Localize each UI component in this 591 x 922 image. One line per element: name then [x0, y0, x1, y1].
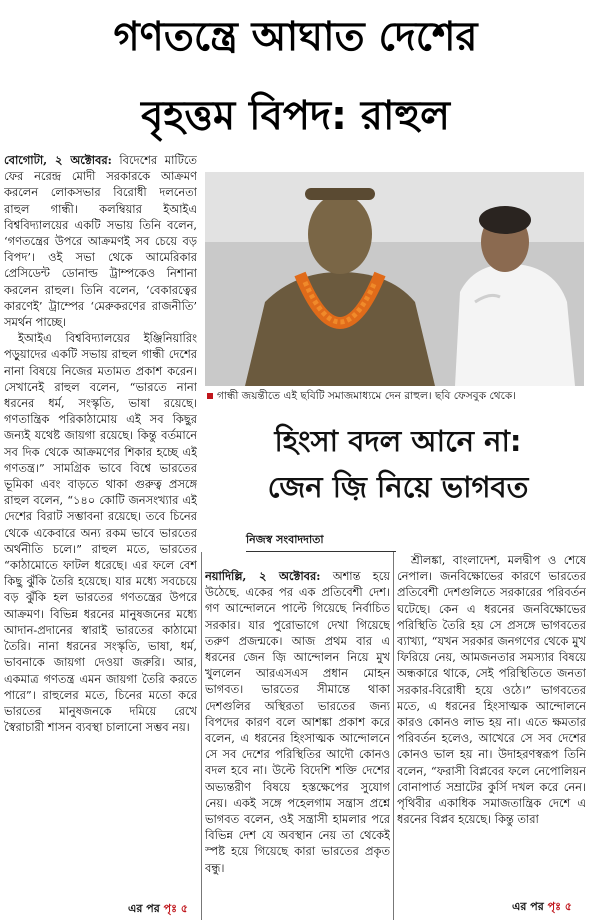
column-divider-left: [201, 552, 202, 920]
photo-caption-text: গান্ধী জয়ন্তীতে এই ছবিটি সমাজমাধ্যমে দেন রাহুল। ছবি ফেসবুক থেকে।: [217, 390, 517, 402]
left-paragraph-2: ইআইএ বিশ্ববিদ্যালয়ের ইঞ্জিনিয়ারিং পড়ুয়াদের একটি সভায় রাহুল গান্ধী দেশের নানা বিষয়ে নিজের মতামত প্রকাশ করেন। সেখানেই রাহুল বলেন, “ভারতে নানা ধরনের ধর্ম, সংস্কৃতি, ভাষা রয়েছে। গণতান্ত্রিক পরিকাঠামোয় এই সব কিছুর জন্যই যথেষ্ট জায়গা রয়েছে। কিন্তু বর্তমানে সব দিক থেকে আক্রমণের শিকার হচ্ছে এই গণতন্ত্র।” সামগ্রিক ভাবে বিশ্বে ভারতের ভূমিকা এবং বাড়তে থাকা গুরুত্ব প্রসঙ্গে রাহুল বলেন, “১৪০ কোটি জনসংখ্যার এই দেশের বিরাট সম্ভাবনা রয়েছে। তবে চিনের থেকে একেবারে অন্য রকম ভাবে ভারতের অর্থনীতি চলে।” রাহুল মতে, ভারতের “কাঠামোতে ফাটল ধরেছে। এর ফলে বেশ কিছু ঝুঁকি তৈরি হয়েছে। যার মধ্যে সবচেয়ে বড় ঝুঁকি হল ভারতের গণতন্ত্রের উপরে আক্রমণ। বিভিন্ন ধরনের মানুষজনের মধ্যে আদান-প্রদানের স্বারাই ভারতের কাঠামো তৈরি। নানা ধরনের সংস্কৃতি, ভাষা, ধর্ম, ভাবনাকে জায়গা দেওয়া জরুরি। আর, একমাত্র গণতন্ত্র এমন জায়গা তৈরি করতে পারে”। রাহুলের মতে, চিনের মতো করে ভারতের মানুষজনকে দমিয়ে রেখে স্বৈরাচারী শাসন ব্যবস্থা চালানো সম্ভব নয়।: [4, 331, 197, 735]
right-continued-text: এর পর: [512, 900, 544, 913]
sub-headline-line2: জেন জ়ি নিয়ে ভাগবত: [267, 470, 529, 504]
mid-dateline: নয়াদিল্লি, ২ অক্টোবর:: [205, 569, 321, 583]
main-headline-line1: গণতন্ত্রে আঘাত দেশের: [113, 14, 478, 60]
left-paragraph-1: বিদেশের মাটিতে ফের নরেন্দ্র মোদী সরকারকে আক্রমণ করলেন লোকসভার বিরোধী দলনেতা রাহুল গান্ধী। কলম্বিয়ার ইআইএ বিশ্ববিদ্যালয়ের একটি সভায় তিনি বলেন, ‘গণতন্ত্রের উপরে আক্রমণই সব চেয়ে বড় বিপদ’। ওই সভা থেকে আমেরিকার প্রেসিডেন্ট ডোনাল্ড ট্রাম্পকেও নিশানা করলেন রাহুল। তিনি বলেন, ‘বেকারত্বের কারণেই’ ট্রাম্পের ‘মেরুকরণের রাজনীতি’ সমর্থন পাচ্ছে।: [4, 153, 197, 330]
column-divider-right: [393, 552, 394, 920]
byline: নিজস্ব সংবাদদাতা: [246, 532, 396, 548]
mid-paragraph: অশান্ত হয়ে উঠেছে. একের পর এক প্রতিবেশী দেশ। গণ আন্দোলনে পাল্টে গিয়েছে নির্বাচিত সরকার। যার পুরোভাগে দেখা গিয়েছে তরুণ প্রজন্মকে। আজ প্রথম বার এ ধরনের জেন জ়ি আন্দোলন নিয়ে মুখ খুললেন আরএসএস প্রধান মোহন ভাগবত। ভারতের সীমান্তে থাকা দেশগুলির অস্থিরতা ভারতের জন্য বিপদের কারণ বলে আশঙ্কা প্রকাশ করে বলেন, এ ধরনের হিংসাত্মক আন্দোলনে সে সব দেশের পরিস্থিতির আদৌ কোনও বদল হবে না। উল্টে বিদেশি শক্তি দেশের অভ্যন্তরীণ বিষয়ে হস্তক্ষেপের সুযোগ নেয়। একই সঙ্গে পহেলগাম সন্ত্রাস প্রশ্নে ভাগবত বলেন, ওই সন্ত্রাসী হামলার পরে বিভিন্ন দেশ যে অবস্থান নেয় তা থেকেই স্পষ্ট হয়ে গিয়েছে কারা ভারতের প্রকৃত বন্ধু।: [205, 569, 390, 875]
right-paragraph: শ্রীলঙ্কা, বাংলাদেশ, মলদ্বীপ ও শেষে নেপাল। জনবিক্ষোভের কারণে ভারতের প্রতিবেশী দেশগুলিতে সরকারের পরিবর্তন ঘটেছে। কেন এ ধরনের জনবিক্ষোভের পরিস্থিতি তৈরি হয় সে প্রসঙ্গে ভাগবতের ব্যাখ্যা, “যখন সরকার জনগণের থেকে মুখ ফিরিয়ে নেয়, আমজনতার সমস্যার বিষয়ে অন্ধকারে থাকে, সেই পরিস্থিতিতে জনতা সরকার-বিরোধী হয়ে ওঠে।” ভাগবতের মতে, এ ধরনের হিংসাত্মক আন্দোলনে কারও কোনও লাভ হয় না। এতে ক্ষমতার পরিবর্তন হলেও, আখেরে সে সব দেশের কোনও ভাল হয় না। উদাহরণস্বরূপ তিনি বলেন, “ফরাসী বিপ্লবের ফলে নেপোলিয়ন বোনাপার্ত সম্রাটের কুর্সি দখল করে নেন। পৃথিবীর একাধিক সমাজতান্ত্রিক দেশে এ ধরনের বিপ্লব হয়েছে। কিন্তু তারা: [397, 553, 586, 827]
sub-headline: [205, 418, 591, 510]
left-dateline: বোগোটা, ২ অক্টোবর:: [4, 153, 112, 167]
left-continued-text: এর পর: [128, 902, 160, 915]
left-article-column: [4, 152, 197, 880]
right-continued-page: পৃঃ ৫: [547, 900, 572, 913]
caption-bullet-icon: [207, 393, 213, 399]
middle-article-column: [205, 568, 390, 920]
sub-headline-line1: হিংসা বদল আনে না:: [274, 424, 522, 458]
right-continued-label: [512, 900, 572, 914]
left-continued-page: পৃঃ ৫: [163, 902, 188, 915]
gandhi-rahul-photo: [205, 172, 584, 386]
photo-caption: [207, 388, 587, 404]
right-article-column: [397, 552, 586, 884]
left-continued-label: [128, 902, 188, 916]
photo-illustration: [205, 172, 584, 386]
main-headline-line2: বৃহত্তম বিপদ: রাহুল: [141, 93, 450, 139]
